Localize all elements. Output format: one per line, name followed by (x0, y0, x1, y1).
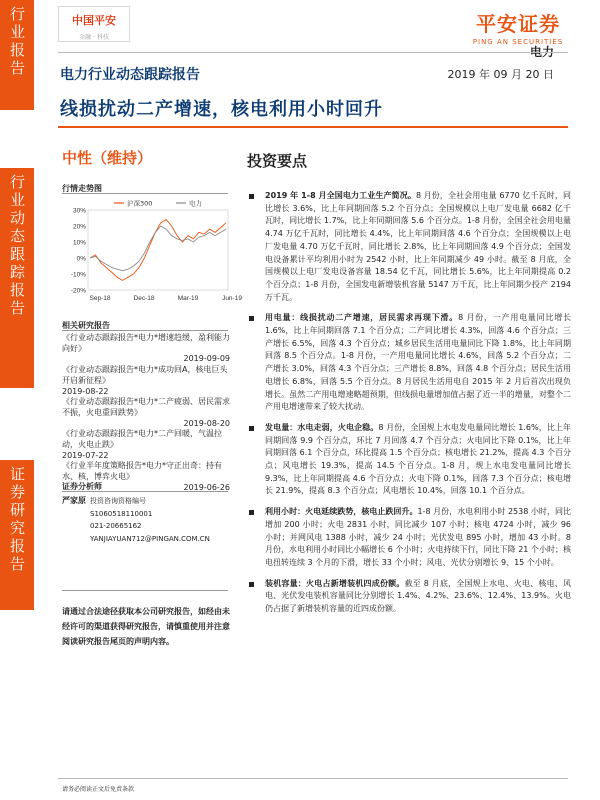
y-tick-label: 10% (72, 239, 86, 247)
page-title: 线损扰动二产增速，核电利用小时回升 (60, 99, 383, 120)
x-tick-label: Dec-18 (133, 295, 155, 302)
sidebar-label: 证券研究报告 (8, 466, 26, 574)
section-divider (62, 330, 228, 331)
plot-area (88, 210, 228, 290)
section-divider (62, 193, 228, 194)
x-tick-label: Sep-18 (89, 295, 111, 302)
investment-point (249, 578, 571, 616)
related-report-date: 2019-08-22 (62, 386, 109, 396)
investment-point (249, 506, 571, 570)
sidebar-block-securities-research (0, 460, 34, 610)
related-report-item[interactable] (62, 333, 230, 365)
investment-point (249, 312, 571, 414)
disclaimer-text: 请通过合法途径获取本公司研究报告，如经由未经许可的渠道获得研究报告，请慎重使用并注意阅读研究报告尾页的声明内容。 (62, 607, 230, 646)
bullet-icon (249, 316, 254, 321)
related-report-item[interactable] (62, 429, 230, 461)
analyst-email[interactable]: YANJIAYUAN712@PINGAN.COM.CN (90, 534, 210, 543)
point-body: 截至 8 月底，全国规上水电、火电、核电、风电、光伏发电装机容量同比分别增长 1.4%、4.2%、23.6%、12.4%、13.9%。火电仍占据了新增装机容量的近四成份额。 (265, 578, 571, 614)
bullet-icon (249, 510, 254, 515)
analyst-name: 严家原 (62, 496, 86, 505)
market-trend-chart (62, 196, 242, 306)
point-heading: 装机容量：火电占新增装机四成份额。 (265, 578, 405, 588)
section-divider (62, 590, 228, 591)
logo-left-text: 中国平安 (72, 14, 116, 27)
chart-legend (114, 199, 202, 208)
investment-point (249, 190, 571, 304)
related-report-title: 《行业动态跟踪报告*电力*成功回A，核电巨头开启新征程》 (62, 365, 228, 385)
investment-points (249, 190, 571, 624)
point-body: 8 月份，全国规上水电发电量同比增长 1.6%，比上年同期回落 9.9 个百分点，环比 7 月回落 4.7 个百分点；火电同比下降 0.1%，比上年同期回落 6.1 个百分点，环比提高 1.5 个百分点；核电增长 21.2%，提高 4.3 个百分点；风电增长 19.3%，提高 14.5 个百分点。1-8 月，规上水电发电量同比增长 9.3%，比上年同期提高 4.6 个百分点；火电下降 0.1%，回落 7.3 个百分点；核电增长 21.9%，提高 8.3 个百分点；风电增长 10.4%，回落 10.1 个百分点。 (265, 422, 572, 496)
point-body: 1-8 月份，水电利用小时 2538 小时，同比增加 200 小时；火电 2831 小时，同比减少 107 小时；核电 4724 小时，减少 96 小时；并网风电 1388 小时，减少 24 小时；光伏发电 895 小时，增加 43 小时。8 月份，水电利用小时同比小幅增长 6 个小时；火电持续下行，同比下降 21 个小时；核电扭转连续 3 个月的下滑，增长 33 个小时；风电、光伏分别增长 9、15 个小时。 (265, 507, 571, 567)
bullet-icon (249, 194, 254, 199)
x-axis-ticks (90, 295, 243, 302)
bullet-icon (249, 426, 254, 431)
point-heading: 2019 年 1-8 月全国电力工业生产简况。 (265, 191, 416, 200)
related-report-date: 2019-07-22 (62, 450, 109, 460)
x-tick-label: Jun-19 (222, 295, 242, 302)
chart-series (90, 220, 226, 281)
footer-note: 请务必阅读正文后免责条款 (62, 786, 135, 793)
investment-point (249, 422, 571, 498)
related-report-date: 2019-08-20 (183, 418, 230, 428)
related-research-list (62, 333, 230, 494)
point-body: 8 月份，全社会用电量 6770 亿千瓦时，同比增长 3.6%，比上年同期回落 5.2 个百分点；全国规模以上电厂发电量 6682 亿千瓦时，同比增长 1.7%，比上年同期回落 5.6 个百分点。1-8 月份，全国全社会用电量 4.74 万亿千瓦时，同比增长 4.4%，比上年同期回落 4.6 个百分点；全国规模以上电厂发电量 4.70 万亿千瓦时，同比增长 2.8%，比上年同期回落 4.9 个百分点；全国发电设备累计平均利用小时为 2542 小时，比上年同期减少 49 小时。截至 8 月底，全国规模以上电厂发电设备容量 18.54 亿千瓦，同比增长 5.6%，比上年同期提高 0.2 个百分点；1-8 月份，全国发电新增装机容量 5147 万千瓦，比上年同期少投产 2194 万千瓦。 (265, 191, 571, 302)
trend-chart-label: 行情走势图 (62, 184, 102, 193)
sidebar-label: 行业动态跟踪报告 (8, 174, 26, 318)
rating-badge: 中性（维持） (62, 149, 153, 167)
report-date: 2019 年 09 月 20 日 (447, 68, 554, 81)
bullet-icon (249, 582, 254, 587)
related-report-title: 《行业动态跟踪报告*电力*二产疲弱、居民需求不振，火电重回跌势》 (62, 397, 230, 417)
investment-highlights-title: 投资要点 (247, 152, 308, 170)
related-report-item[interactable] (62, 365, 230, 397)
logo-left-sub: 金融 · 科技 (79, 34, 109, 41)
point-heading: 发电量：水电走弱，火电企稳。 (265, 422, 379, 432)
brand-en: PING AN SECURITIES (472, 38, 564, 46)
analyst-title: 投资咨询资格编号 (90, 497, 146, 505)
y-tick-label: -20% (70, 287, 86, 295)
y-tick-label: 20% (72, 223, 86, 231)
header-divider (58, 52, 568, 53)
related-research-label: 相关研究报告 (62, 321, 110, 330)
title-divider (58, 126, 568, 128)
related-report-date: 2019-06-26 (183, 482, 230, 492)
sidebar-block-tracking-report (0, 168, 34, 388)
legend-label: 沪深300 (127, 199, 153, 208)
report-type-title: 电力行业动态跟踪报告 (60, 67, 200, 83)
brand-cn: 平安证券 (476, 12, 560, 36)
point-heading: 用电量：线损扰动二产增速，居民需求再现下滑。 (265, 313, 459, 323)
related-report-item[interactable] (62, 397, 230, 429)
x-tick-label: Mar-19 (177, 295, 199, 302)
related-report-title: 《行业动态跟踪报告*电力*二产回暖，气温拉动，火电止跌》 (62, 429, 222, 450)
related-report-title: 《行业动态跟踪报告*电力*增速趋缓，盈利能力向好》 (62, 333, 230, 353)
y-tick-label: -10% (70, 271, 86, 279)
footer-divider (58, 778, 568, 779)
analyst-section-label: 证券分析师 (62, 482, 102, 491)
analyst-info (90, 495, 232, 545)
legend-label: 电力 (189, 199, 202, 208)
related-report-date: 2019-09-09 (183, 354, 230, 364)
chart-grid (88, 210, 228, 290)
y-tick-label: 30% (72, 207, 86, 215)
sidebar-block-industry-report (0, 0, 34, 110)
sidebar (0, 0, 34, 800)
point-heading: 利用小时：火电延续跌势，核电止跌回升。 (265, 507, 418, 517)
related-report-title: 《行业半年度策略报告*电力*守正出奇：持有水、核，博弈火电》 (62, 461, 222, 482)
ping-an-securities-logo (468, 8, 568, 46)
section-divider (62, 491, 228, 492)
point-body: 8 月份，一产用电量同比增长 1.6%，比上年同期回落 7.1 个百分点；二产同比增长 4.3%，回落 4.6 个百分点；三产增长 6.5%，回落 4.3 个百分点；城乡居民生活用电量同比下降 1.8%，比上年同期回落 8.5 个百分点。1-8 月份，一产用电量同比增长 4.6%，回落 5.2 个百分点；二产增长 3.0%，回落 4.3 个百分点；三产增长 8.8%，回落 4.8 个百分点；居民生活用电增长 6.8%，回落 5.5 个百分点。8 月居民生活用电自 2015 年 2 月后首次出现负增长。虽然二产用电增速略超预期，但线损电量增加值占据了近一半的增量，对整个二产用电增速带来了较大扰动。 (265, 313, 571, 412)
sidebar-label: 行业报告 (8, 6, 26, 78)
analyst-code: S1060518110001 (90, 509, 153, 518)
analyst-phone: 021-20665162 (90, 522, 142, 530)
ping-an-group-logo (58, 6, 130, 42)
y-axis-ticks (71, 208, 86, 295)
y-tick-label: 0% (76, 255, 86, 263)
sector-label: 电力 (529, 45, 554, 59)
